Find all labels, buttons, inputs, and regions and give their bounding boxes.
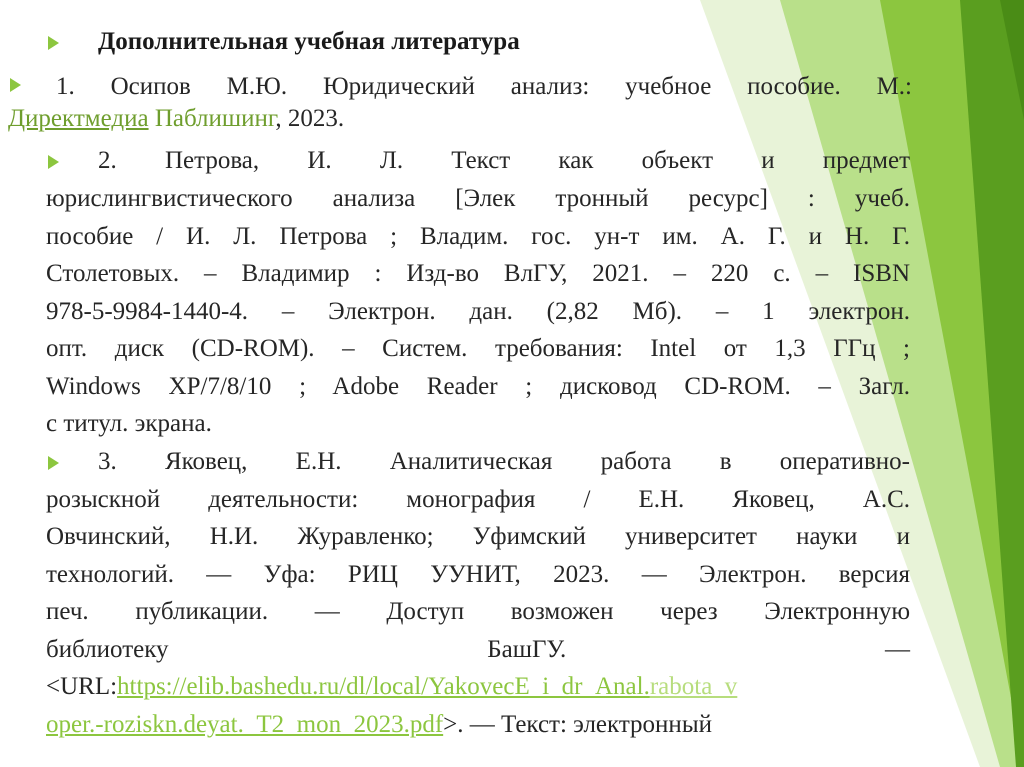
elib-url-link-cont[interactable]: oper.-roziskn.deyat._T2_mon_2023.pdf <box>46 711 444 738</box>
reference-item-1-line: 1. Осипов М.Ю. Юридический анализ: учебное пособие. М.: <box>56 73 912 100</box>
reference-item-2-line: опт. диск (CD-ROM). – Систем. требования: Intel от 1,3 ГГц ; <box>46 335 910 362</box>
elib-url-link-faded[interactable]: rabota_v <box>649 673 738 700</box>
slide-title: Дополнительная учебная литература <box>98 28 520 55</box>
url-suffix: >. — Текст: электронный <box>443 711 712 738</box>
reference-item-3-line: розыскной деятельности: монография / Е.Н. Яковец, А.С. <box>46 486 910 513</box>
reference-item-2-line: 978-5-9984-1440-4. – Электрон. дан. (2,82 Мб). – 1 электрон. <box>46 298 910 325</box>
reference-item-1 <box>8 71 912 135</box>
bullet-icon <box>48 36 59 50</box>
reference-item-2-line: Windows XP/7/8/10 ; Adobe Reader ; дисковод CD-ROM. – Загл. <box>46 373 910 400</box>
bullet-icon <box>48 155 59 169</box>
reference-item-2-line: 2. Петрова, И. Л. Текст как объект и предмет <box>98 147 910 174</box>
bullet-icon <box>48 456 59 470</box>
reference-item-3-line: Овчинский, Н.И. Журавленко; Уфимский университет науки и <box>46 523 910 550</box>
reference-item-3-line: библиотеку БашГУ. — <box>46 636 910 663</box>
reference-item-3-line: технологий. — Уфа: РИЦ УУНИТ, 2023. — Электрон. версия <box>46 561 910 588</box>
publisher-year: , 2023. <box>275 105 345 132</box>
elib-url-link[interactable]: https://elib.bashedu.ru/dl/local/YakovecE_i_dr_Anal. <box>117 673 650 700</box>
reference-item-3-url-line <box>46 710 910 740</box>
reference-item-2-line: пособие / И. Л. Петрова ; Владим. гос. ун-т им. А. Г. и Н. Г. <box>46 223 910 250</box>
reference-item-1-line <box>8 103 912 135</box>
url-prefix: <URL: <box>46 673 118 700</box>
reference-item-3-url-line <box>46 672 910 702</box>
reference-item-3-line: 3. Яковец, Е.Н. Аналитическая работа в оперативно- <box>98 448 910 475</box>
reference-item-3-line: печ. публикации. — Доступ возможен через Электронную <box>46 598 910 625</box>
publisher-link[interactable]: Директмедиа <box>8 105 149 132</box>
reference-item-2-line: Столетовых. – Владимир : Изд-во ВлГУ, 2021. – 220 с. – ISBN <box>46 260 910 287</box>
reference-item-2-line: юрислингвистического анализа [Элек тронный ресурс] : учеб. <box>46 185 910 212</box>
reference-item-2-line: с титул. экрана. <box>46 410 212 437</box>
publisher-name: Паблишинг <box>154 105 276 132</box>
